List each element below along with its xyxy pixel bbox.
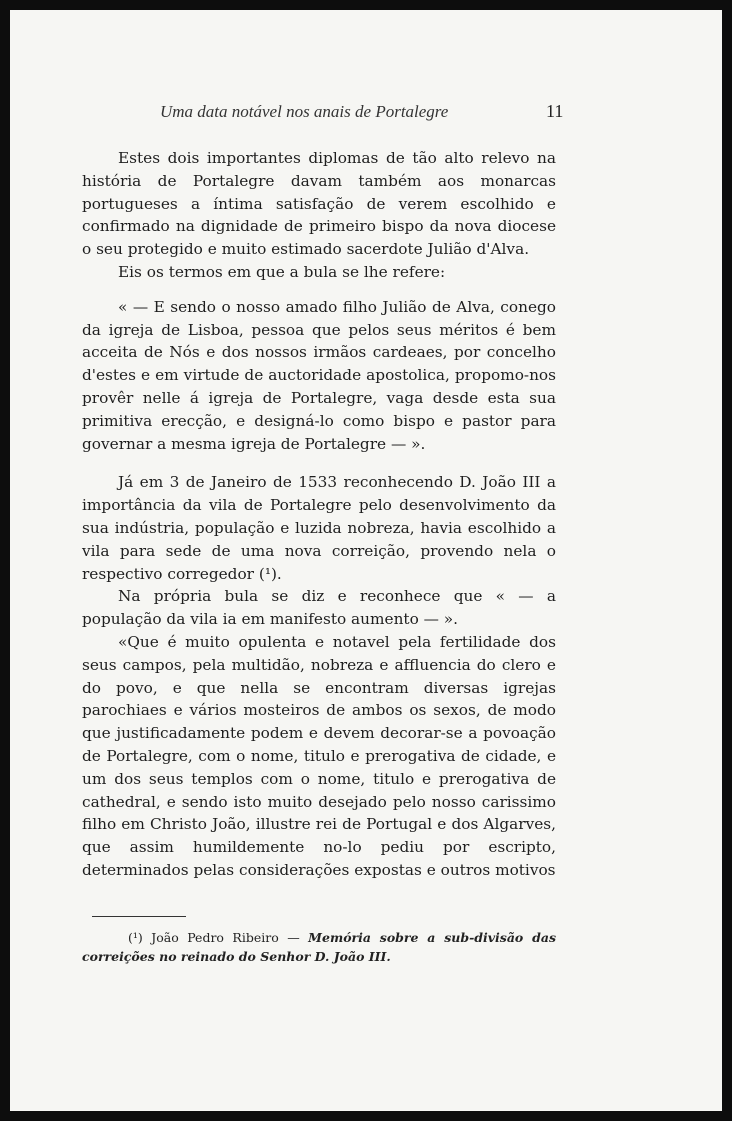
footnote-title: Memória sobre a sub-divisão das correições no reinado do Senhor D. João III. — [82, 930, 556, 964]
footnote — [82, 928, 556, 966]
page-number: 11 — [546, 101, 564, 121]
running-title: Uma data notável nos anais de Portalegre — [160, 102, 449, 121]
paragraph-correicao: Já em 3 de Janeiro de 1533 reconhecendo D. João III a importância da vila de Portalegre pelo desenvolvimento da sua indústria, população e luzida nobreza, havia escolhido a vila para sede de uma nova correição, provendo nela o respectivo corregedor (¹). — [82, 473, 556, 583]
paragraph-diplomas: Estes dois importantes diplomas de tão alto relevo na história de Portalegre davam também aos monarcas portugueses a íntima satisfação de verem escolhido e confirmado na dignidade de primeiro bispo da nova diocese o seu protegido e muito estimado sacerdote Julião d'Alva. — [82, 149, 556, 259]
book-page — [10, 10, 722, 1111]
footnote-divider — [92, 916, 186, 917]
paragraph-bull-quote: « — E sendo o nosso amado filho Julião de Alva, conego da igreja de Lisboa, pessoa que pelos seus méritos é bem acceita de Nós e dos nossos irmãos cardeaes, por concelho d'estes e em virtude de auctoridade apostolica, propomo-nos provêr nelle á igreja de Portalegre, vaga desde esta sua primitiva erecção, e designá-lo como bispo e pastor para governar a mesma igreja de Portalegre — ». — [82, 297, 556, 453]
footnote-marker: (¹) — [128, 930, 143, 945]
paragraph-bull-intro: Eis os termos em que a bula se lhe refere: — [118, 262, 446, 281]
footnote-author: João Pedro Ribeiro — — [151, 930, 300, 945]
paragraph-opulenta: «Que é muito opulenta e notavel pela fertilidade dos seus campos, pela multidão, nobreza e affluencia do clero e do povo, e que nella se encontram diversas igrejas parochiaes e vários mosteiros de ambos os sexos, de modo que justificadamente podem e devem decorar-se a povoação de Portalegre, com o nome, titulo e prerogativa de cidade, e um dos seus templos com o nome, titulo e prerogativa de cathedral, e sendo isto muito desejado pelo nosso carissimo filho em Christo João, illustre rei de Portugal e dos Algarves, que assim humildemente no-lo pediu por escripto, determinados pelas considerações expostas e outros motivos — [82, 632, 556, 879]
body-text — [82, 147, 556, 882]
paragraph-population: Na própria bula se diz e reconhece que « — a população da vila ia em manifesto aumento — ». — [82, 587, 556, 629]
